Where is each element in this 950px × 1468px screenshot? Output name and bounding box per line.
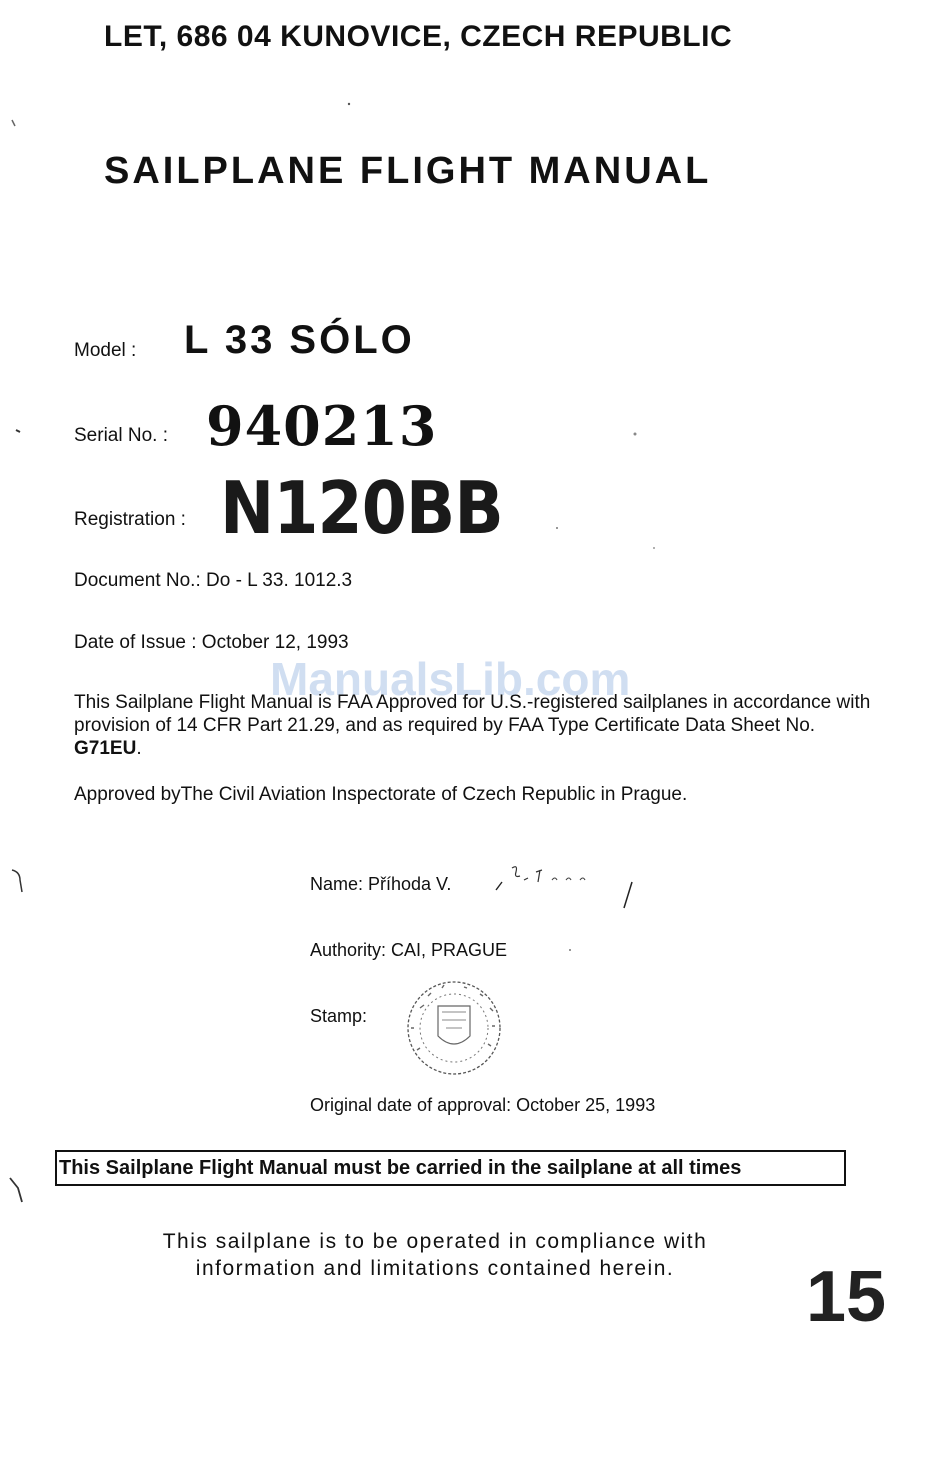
official-stamp: [402, 978, 506, 1078]
signatory-authority: Authority: CAI, PRAGUE: [310, 940, 508, 960]
type-certificate-number: G71EU: [74, 738, 137, 759]
manufacturer-address: LET, 686 04 KUNOVICE, CZECH REPUBLIC: [104, 20, 733, 53]
signatory-name: Name: Příhoda V.: [310, 874, 452, 894]
handwritten-signature: [494, 862, 644, 912]
carry-notice-box: [55, 1150, 846, 1186]
serial-value: 940213: [206, 394, 438, 458]
model-value: L 33 SÓLO: [184, 318, 415, 362]
faa-approval-paragraph: [74, 691, 874, 760]
compliance-line-2: information and limitations contained herein.: [195, 1257, 675, 1280]
serial-label: Serial No. :: [74, 425, 168, 446]
watermark: ManualsLib.com: [270, 653, 631, 705]
faa-approval-end: .: [136, 738, 142, 759]
original-approval-date: Original date of approval: October 25, 1993: [310, 1095, 656, 1115]
registration-value: N120BB: [220, 466, 503, 550]
page-number: 15: [806, 1257, 887, 1337]
compliance-statement: [100, 1228, 770, 1282]
document-title: SAILPLANE FLIGHT MANUAL: [104, 150, 712, 192]
document-number: Document No.: Do - L 33. 1012.3: [74, 570, 353, 591]
faa-approval-text: This Sailplane Flight Manual is FAA Approved for U.S.-registered sailplanes in accordance with provision of 14 CFR Part 21.29, and as required by FAA Type Certificate Data Sheet No.: [74, 692, 871, 736]
compliance-line-1: This sailplane is to be operated in compliance with: [162, 1230, 708, 1253]
model-label: Model :: [74, 340, 137, 361]
registration-label: Registration :: [74, 509, 186, 530]
approved-by: Approved byThe Civil Aviation Inspectorate of Czech Republic in Prague.: [74, 784, 688, 805]
date-of-issue: Date of Issue : October 12, 1993: [74, 632, 349, 653]
carry-notice-text: This Sailplane Flight Manual must be carried in the sailplane at all times: [59, 1156, 742, 1179]
stamp-label: Stamp:: [310, 1006, 368, 1026]
